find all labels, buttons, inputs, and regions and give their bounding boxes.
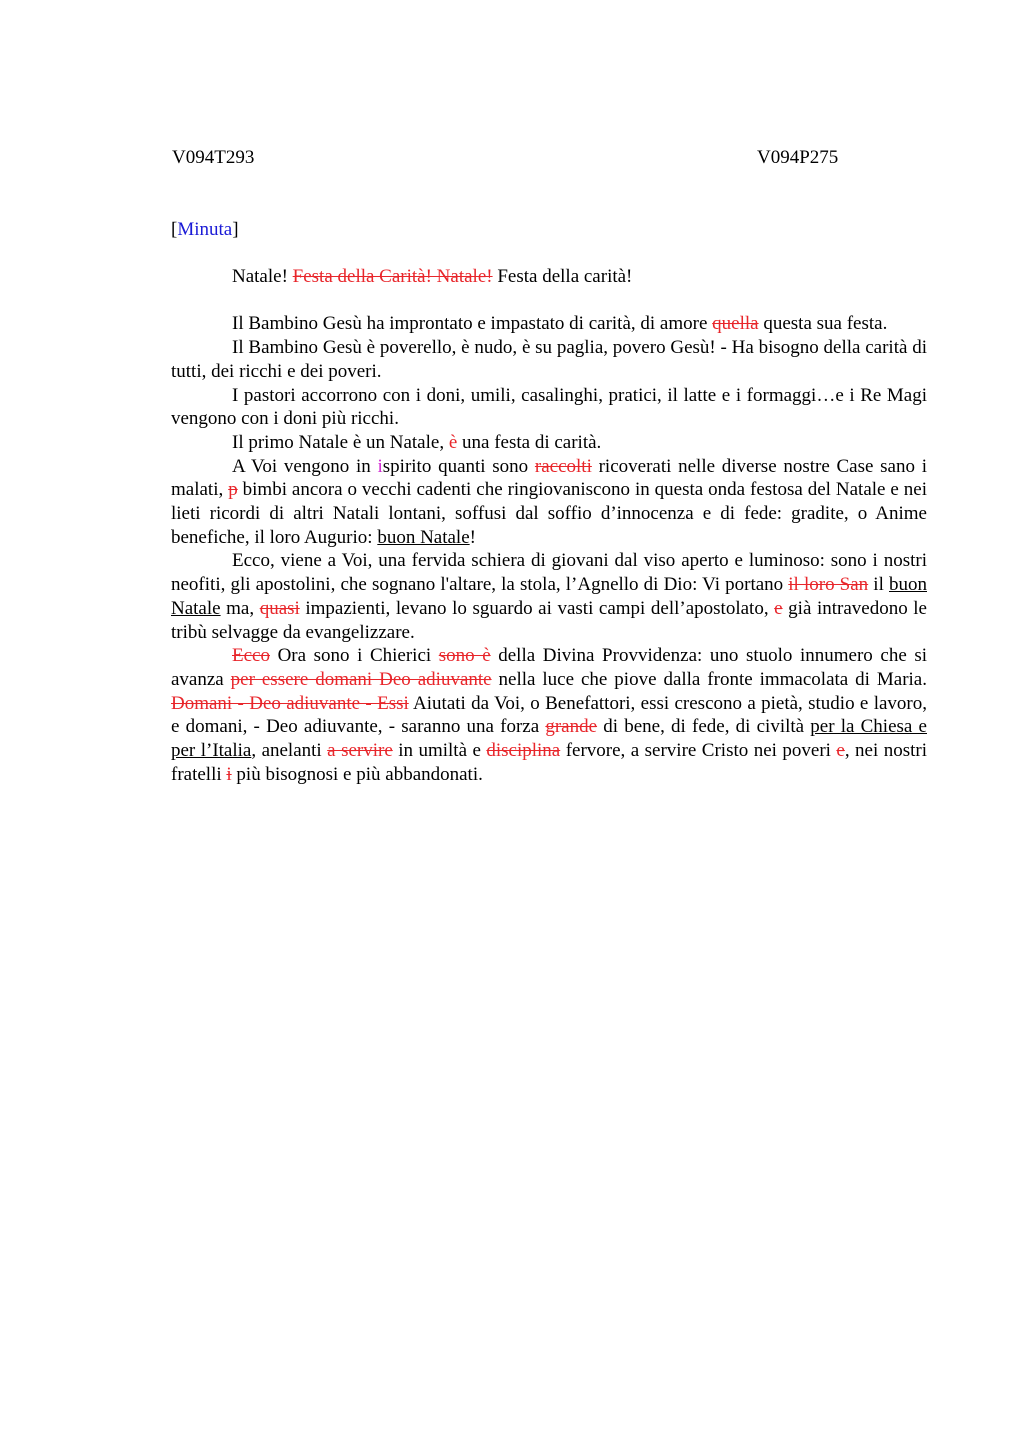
text-run: ma, [220, 597, 260, 619]
text-run: una festa di carità. [457, 431, 602, 453]
deleted-text: sono è [438, 645, 491, 667]
paragraph-4 [171, 384, 927, 431]
paragraph-3 [171, 336, 927, 383]
paragraph-5 [171, 431, 927, 455]
document-code-left: V094T293 [172, 147, 255, 168]
text-run: in umiltà e [392, 740, 487, 762]
deleted-text: disciplina [486, 740, 561, 762]
text-run: spirito quanti sono [382, 455, 535, 477]
label-word: Minuta [177, 219, 233, 240]
underlined-text: per la Chiesa e per l’Italia [171, 716, 927, 762]
paragraph-1 [171, 265, 927, 289]
inserted-letter: i [377, 455, 383, 477]
text-run: Il Bambino Gesù ha improntato e impastato di carità, di amore [232, 313, 713, 335]
text-run: Il primo Natale è un Natale, [232, 431, 449, 453]
text-run: Aiutati da Voi, o Benefattori, essi crescono a pietà, studio e lavoro, e domani, - Deo adiuvante, - saranno una forza [171, 692, 927, 738]
text-run: più bisognosi e più abbandonati. [231, 763, 483, 785]
deleted-text: p [228, 479, 238, 501]
text-run: Natale! [232, 266, 293, 287]
deleted-text: il loro San [788, 574, 869, 596]
text-run: questa sua festa. [758, 313, 888, 335]
draft-label [171, 218, 239, 242]
deleted-text: quella [712, 313, 759, 335]
text-run: bimbi ancora o vecchi cadenti che ringiovaniscono in questa onda festosa del Natale e nei lieti ricordi di altri Natali lontani, soffusi dal soffio d’innocenza e di fede: gradite, o Anime benefiche, il loro Augurio: [171, 479, 928, 548]
text-run: già intravedono le tribù selvagge da evangelizzare. [171, 597, 927, 643]
label-close-bracket: ] [232, 219, 239, 240]
deleted-text: per essere domani Deo adiuvante [230, 668, 492, 690]
inserted-text: è [448, 431, 458, 453]
text-run: A Voi vengono in [232, 455, 378, 477]
document-code-right: V094P275 [757, 147, 839, 168]
deleted-text: Festa della Carità! Natale! [292, 266, 493, 287]
underlined-text: buon Natale [171, 574, 927, 619]
deleted-text: e [836, 740, 845, 762]
deleted-text: e [774, 597, 783, 619]
paragraph-2 [171, 312, 927, 336]
label-open-bracket: [ [171, 219, 178, 240]
text-run: impazienti, levano lo sguardo ai vasti campi dell’apostolato, [299, 597, 775, 619]
text-run: della Divina Provvidenza: uno stuolo innumero che si avanza [171, 645, 928, 690]
text-run: ricoverati nelle diverse nostre Case sano i malati, [171, 455, 927, 501]
text-run: I pastori accorrono con i doni, umili, casalinghi, pratici, il latte e i formaggi…e i Re Magi vengono con i doni più ricchi. [171, 384, 927, 430]
deleted-text: grande [545, 716, 598, 738]
text-run: fervore, a servire Cristo nei poveri [560, 740, 837, 762]
underlined-text: buon Natale [377, 526, 470, 548]
text-run: il [868, 574, 889, 596]
text-run: , nei nostri fratelli [171, 740, 927, 785]
text-run: di bene, di fede, di civiltà [597, 716, 811, 738]
text-run: nella luce che piove dalla fronte immacolata di Maria. [491, 668, 927, 690]
deleted-text: Domani - Deo adiuvante - Essi [171, 692, 409, 714]
text-run: Ora sono i Chierici [269, 645, 439, 667]
text-run: ! [469, 526, 476, 548]
paragraph-6 [171, 455, 927, 550]
text-run: Il Bambino Gesù è poverello, è nudo, è su paglia, povero Gesù! - Ha bisogno della carità di tutti, dei ricchi e dei poveri. [171, 337, 927, 382]
deleted-text: quasi [259, 597, 300, 619]
deleted-text: Ecco [232, 645, 270, 667]
text-run: Festa della carità! [492, 266, 633, 287]
text-run: Ecco, viene a Voi, una fervida schiera di giovani dal viso aperto e luminoso: sono i nostri neofiti, gli apostolini, che sognano l'altare, la stola, l’Agnello di Dio: Vi portano [171, 550, 927, 596]
deleted-text: i [226, 763, 232, 785]
deleted-text: a servire [327, 740, 393, 762]
paragraph-7 [171, 549, 927, 644]
deleted-text: raccolti [534, 455, 592, 477]
text-run: , anelanti [251, 740, 328, 762]
letter-body [171, 265, 927, 786]
paragraph-8 [171, 644, 927, 786]
